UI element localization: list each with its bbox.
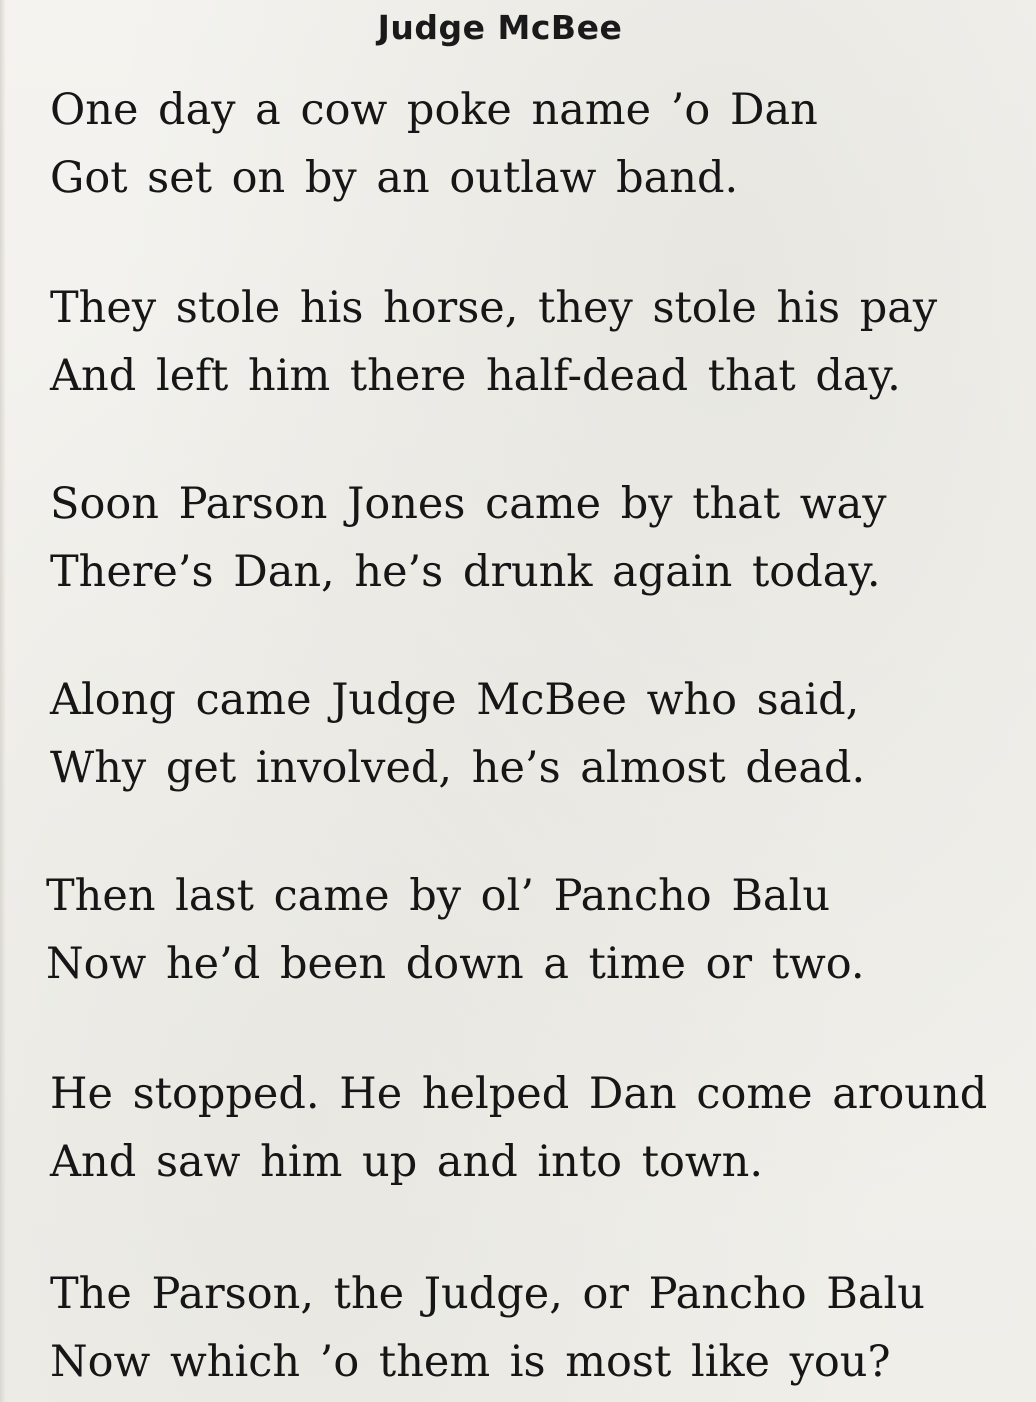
stanza-6 [50,1060,1030,1196]
stanza-line: Got set on by an outlaw band. [50,153,739,203]
stanza-line: He stopped. He helped Dan come around [50,1069,988,1119]
page-edge-shadow [0,0,6,1402]
stanza-line: Then last came by ol’ Pancho Balu [46,871,831,921]
stanza-line: And left him there half-dead that day. [50,351,901,401]
stanza-line: Now he’d been down a time or two. [46,939,865,989]
stanza-line: Along came Judge McBee who said, [50,675,860,725]
stanza-line: The Parson, the Judge, or Pancho Balu [50,1269,925,1319]
stanza-line: Soon Parson Jones came by that way [50,479,887,529]
stanza-7 [50,1260,1030,1396]
stanza-line: Now which ’o them is most like you? [50,1337,891,1387]
stanza-line: And saw him up and into town. [50,1137,764,1187]
stanza-line: One day a cow poke name ’o Dan [50,85,818,135]
poem-title: Judge McBee [377,8,623,47]
stanza-line: They stole his horse, they stole his pay [50,283,938,333]
stanza-2 [50,274,1030,410]
stanza-3 [50,470,1030,606]
stanza-line: There’s Dan, he’s drunk again today. [50,547,881,597]
stanza-line: Why get involved, he’s almost dead. [50,743,866,793]
stanza-1 [50,76,1030,212]
stanza-4 [50,666,1030,802]
stanza-5 [46,862,1026,998]
